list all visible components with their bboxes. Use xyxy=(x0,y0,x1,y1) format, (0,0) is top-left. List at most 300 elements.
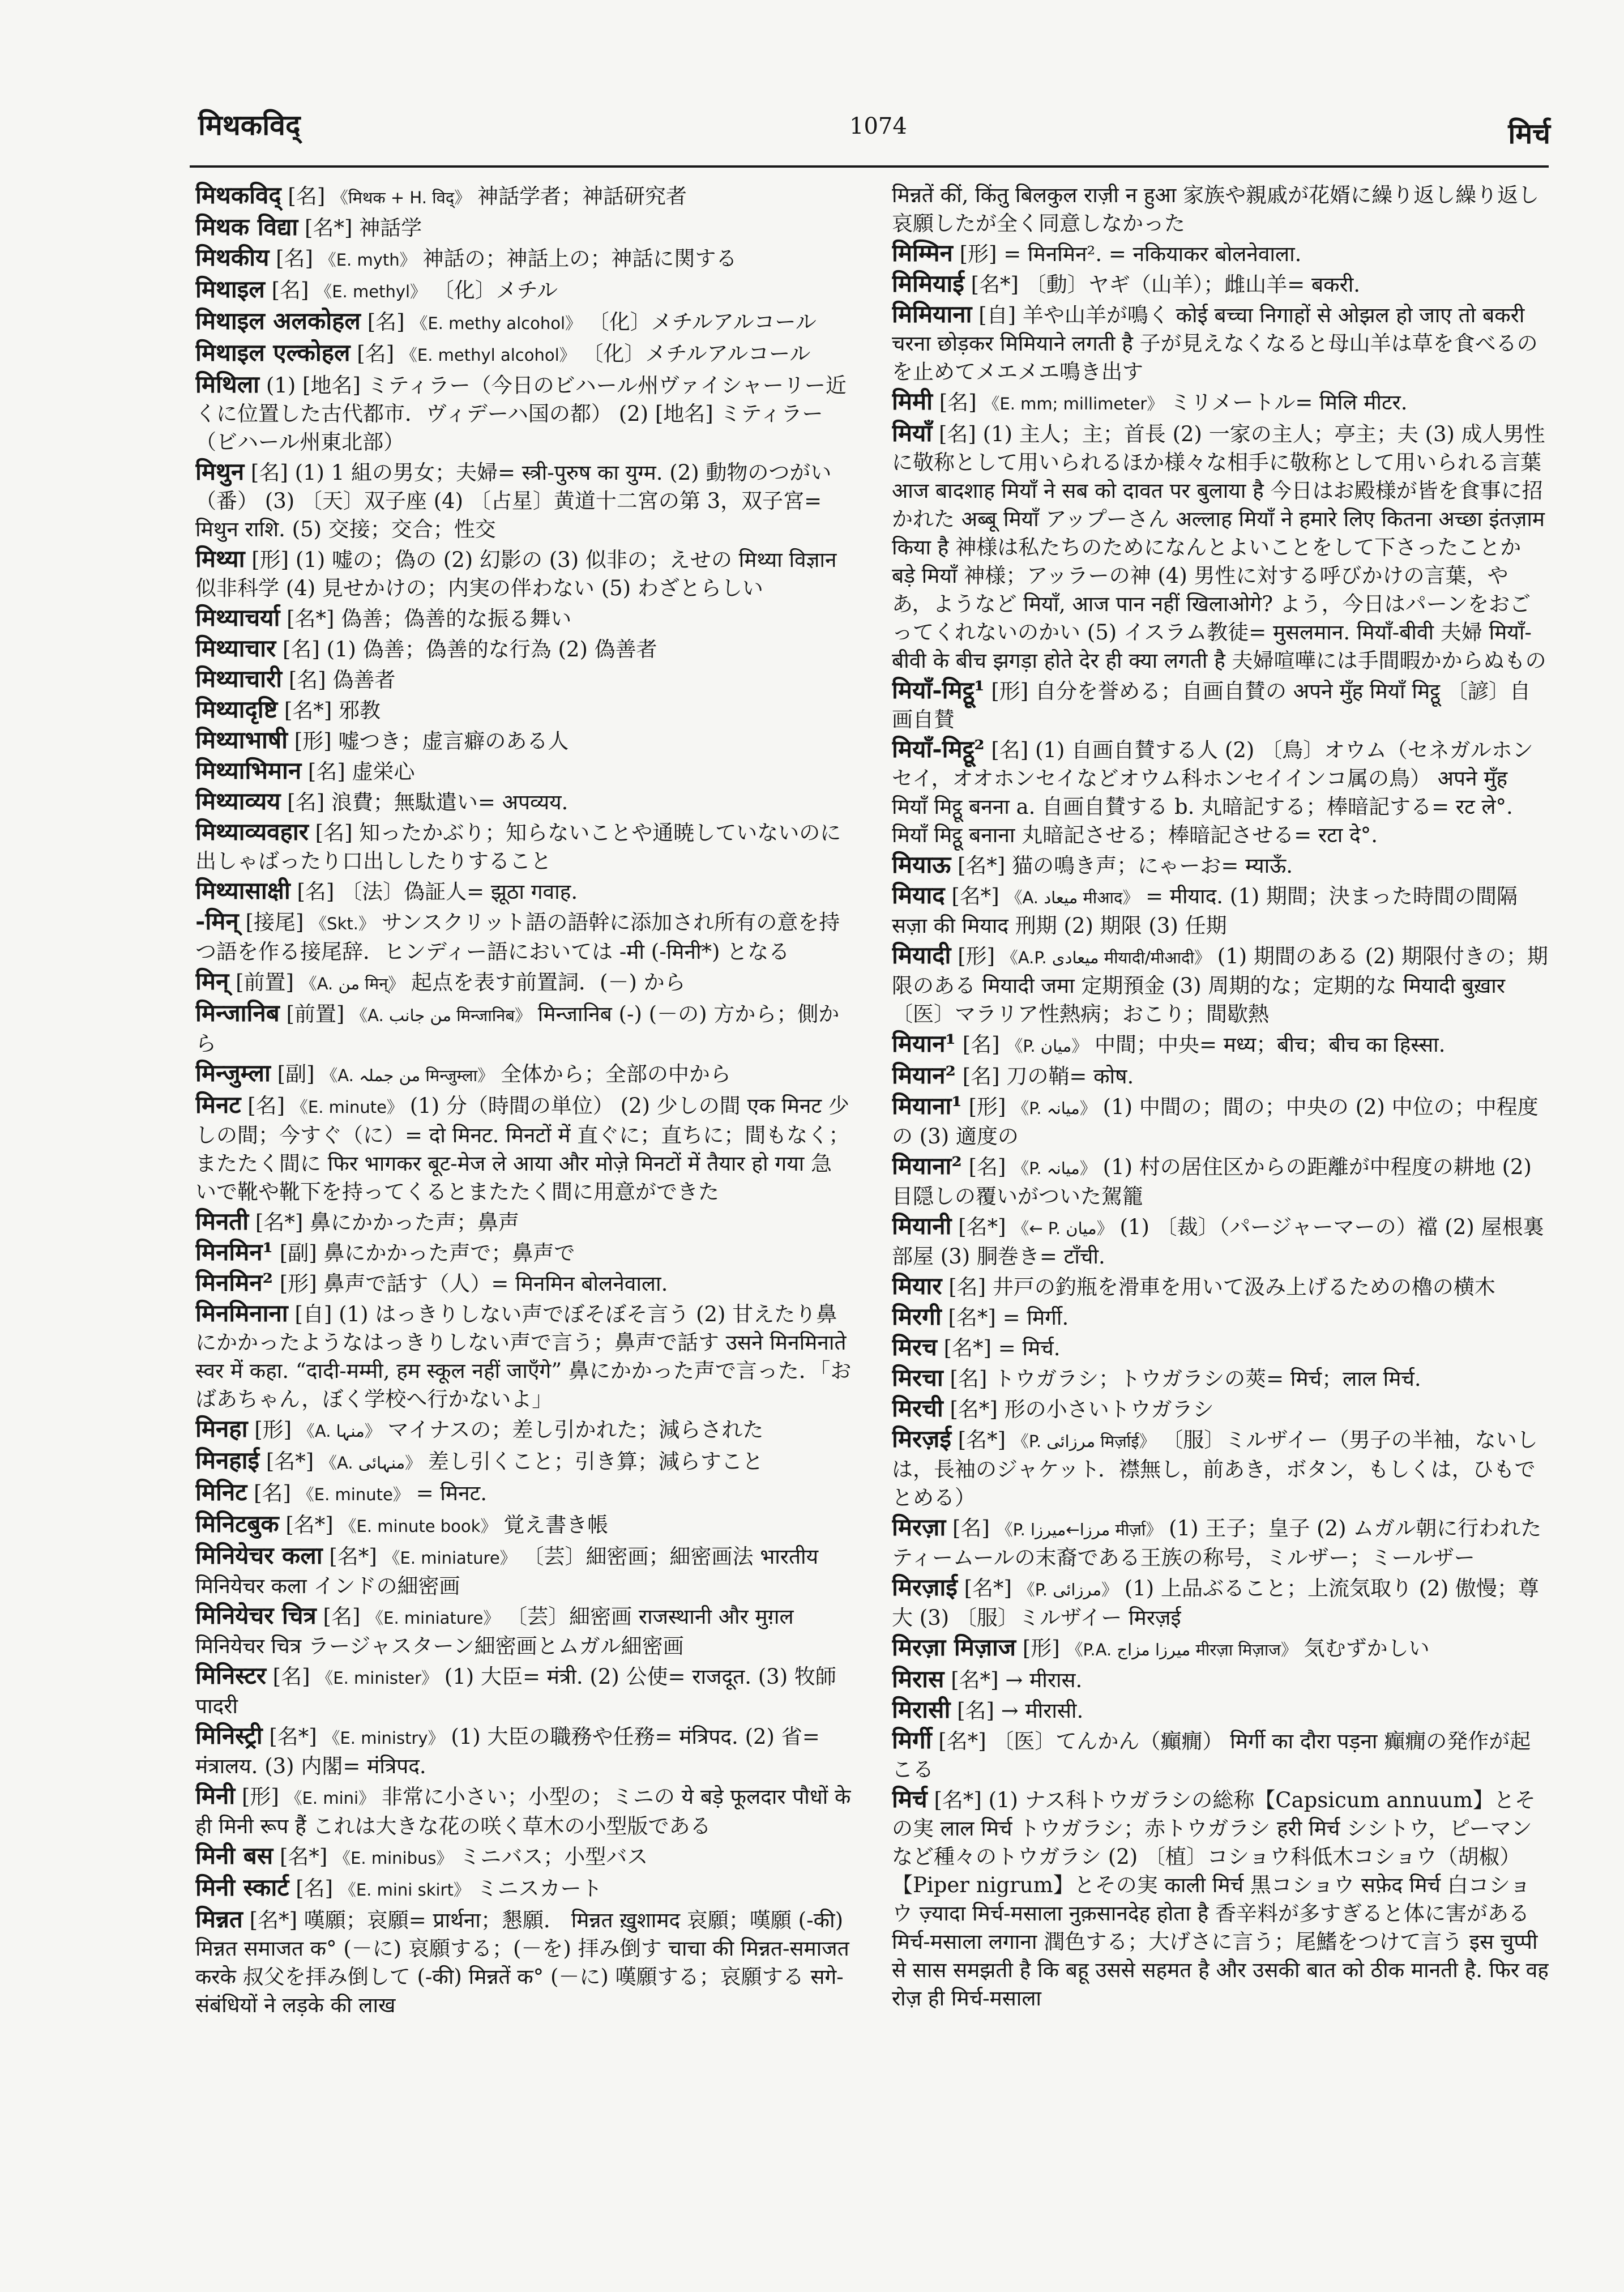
grammar-label: [名*] xyxy=(279,1845,328,1869)
definition: (1) 上品ぶること；上流気取り (2) 傲慢；尊大 (3) 〔服〕ミルザイー मिरज़ई xyxy=(892,1576,1539,1630)
definition: 〔芸〕細密画；細密画法 भारतीय मिनियेचर कला インドの細密画 xyxy=(195,1544,819,1598)
grammar-label: [自] xyxy=(294,1302,332,1326)
grammar-label: [名*] xyxy=(958,1215,1006,1239)
headword: मियाऊ xyxy=(892,851,951,878)
definition: 〔医〕てんかん（癲癇） मिर्गी का दौरा पड़ना 癲癇の発作が起こる xyxy=(892,1729,1531,1782)
grammar-label: [名] xyxy=(939,422,976,446)
grammar-label: [名] xyxy=(287,790,325,814)
dictionary-entry xyxy=(195,787,852,817)
etymology: 《P.A. میرزا مزاج मीरज़ा मिज़ाज》 xyxy=(1066,1640,1297,1659)
dictionary-entry xyxy=(892,1092,1549,1151)
grammar-label: [名] xyxy=(250,460,288,485)
grammar-label: [名] xyxy=(296,1876,334,1901)
etymology: 《A. میعاد मीआद》 xyxy=(1006,888,1139,907)
etymology: 《P. مرزائی मिर्ज़ाई》 xyxy=(1012,1432,1156,1451)
dictionary-entry xyxy=(892,239,1549,268)
left-running-headword: मिथकविद् xyxy=(198,108,301,142)
etymology: 《E. minute》 xyxy=(291,1098,403,1117)
definition: 〔化〕メチルアルコール xyxy=(582,342,811,366)
dictionary-entry xyxy=(195,757,852,786)
grammar-label: [形] xyxy=(241,1785,279,1809)
headword: मिथ्यादृष्टि xyxy=(195,695,278,723)
grammar-label: [名*] xyxy=(951,1668,999,1692)
grammar-label: [名] xyxy=(367,310,405,334)
grammar-label: [名] xyxy=(247,1094,285,1118)
dictionary-entry xyxy=(195,458,852,544)
dictionary-entry xyxy=(195,1842,852,1872)
etymology: 《A. منہائی》 xyxy=(320,1453,422,1472)
grammar-label: [名] xyxy=(968,1155,1006,1179)
etymology: 《E. methyl》 xyxy=(315,282,427,301)
headword: मिथाइल एल्कोहल xyxy=(195,339,351,366)
etymology: 《P. مرزائی》 xyxy=(1018,1580,1118,1599)
headword: मिथ्या xyxy=(195,545,245,573)
definition: (1) ナス科トウガラシの総称【Capsicum annuum】とその実 लाल मिर्च トウガラシ；赤トウガラシ हरी मिर्च シシトウ，ピーマンなど種々のトウガラシ (2) 〔植〕コショウ科低木コショウ（胡椒）【Piper nigrum】とその実 काली मिर्च 黒コショウ सफ़ेद मिर्च 白コショウ ज़्यादा मिर्च-मसाला नुक़सानदेह होता है 香辛料が多すぎると体に害がある मिर्च-मसाला लगाना 潤色する；大げさに言う；尾鰭をつけて言う इस चुप्पी से सास समझती है कि बहू उससे सहमत है और उसकी बात को ठीक मानती है. फिर वह रोज़ ही मिर्च-मसाला xyxy=(892,1788,1549,2011)
definition: (1) 主人；主；首長 (2) 一家の主人；亭主；夫 (3) 成人男性に敬称として用いられるほか様々な相手に敬称として用いられる言葉 आज बादशाह मियाँ ने सब को दावत पर बुलाया है 今日はお殿様が皆を食事に招かれた अब्बू मियाँ アップーさん अल्लाह मियाँ ने हमारे लिए कितना अच्छा इंतज़ाम किया है 神様は私たちのためになんとよいことをして下さったことか बड़े मियाँ 神様；アッラーの神 (4) 男性に対する呼びかけの言葉，やあ，ようなど मियाँ, आज पान नहीं खिलाओगे? よう，今日はパーンをおごってくれないのかい (5) イスラム教徒= मुसलमान. मियाँ-बीवी 夫婦 मियाँ-बीवी के बीच झगड़ा होते देर ही क्या लगती है 夫婦喧嘩には手間暇かからぬもの xyxy=(892,422,1546,673)
definition: 鼻にかかった声；鼻声 xyxy=(310,1210,520,1235)
headword: मिथ्याचारी xyxy=(195,665,283,693)
dictionary-entry xyxy=(892,1152,1549,1211)
grammar-label: [名] xyxy=(950,1367,988,1391)
definition: 全体から；全部の中から xyxy=(500,1062,731,1086)
headword: मिथिला xyxy=(195,370,260,398)
dictionary-entry xyxy=(195,1542,852,1600)
grammar-label: [名*] xyxy=(951,884,999,908)
dictionary-entry xyxy=(195,1238,852,1267)
definition: 自分を誉める；自画自賛の अपने मुँह मियाँ मिट्ठू 〔諺〕自画自賛 xyxy=(892,679,1531,732)
headword: मिनहा xyxy=(195,1415,248,1442)
dictionary-entry xyxy=(892,735,1549,850)
definition: トウガラシ；トウガラシの莢= मिर्च；लाल मिर्च. xyxy=(994,1367,1421,1391)
headword: मिरज़ा मिज़ाज xyxy=(892,1633,1016,1661)
headword: मिनमिन² xyxy=(195,1269,273,1296)
grammar-label: [名*] xyxy=(971,272,1019,297)
definition: (1) [地名] ミティラー（今日のビハール州ヴァイシャーリー近くに位置した古代都市．ヴィデーハ国の都） (2) [地名] ミティラー（ビハール州東北部） xyxy=(195,373,847,454)
grammar-label: [名*] xyxy=(943,1336,992,1360)
etymology: 《A.P. میعادی मीयादी/मीआदी》 xyxy=(1001,948,1211,967)
dictionary-entry xyxy=(195,1269,852,1298)
headword: मिथ्यासाक्षी xyxy=(195,877,290,904)
dictionary-entry xyxy=(195,1446,852,1477)
headword: मिरगी xyxy=(892,1303,942,1330)
headword: मिथ्याभाषी xyxy=(195,726,288,754)
definition: 羊や山羊が鳴く कोई बच्चा निगाहों से ओझल हो जाए तो बकरी चरना छोड़कर मिमियाने लगती है 子が見えなくなると母山羊は草を食べるのを止めてメエメエ鳴き出す xyxy=(892,303,1538,384)
dictionary-entry xyxy=(892,941,1549,1028)
definition: 〔化〕メチル xyxy=(433,278,558,302)
grammar-label: [名] xyxy=(297,880,335,904)
dictionary-entry xyxy=(195,181,852,212)
grammar-label: [名*] xyxy=(957,853,1006,878)
dictionary-entry xyxy=(892,1364,1549,1393)
definition: サンスクリット語の語幹に添加され所有の意を持つ語を作る接尾辞．ヒンディー語においては -मी (-मिनी*) となる xyxy=(195,910,840,964)
dictionary-entry xyxy=(195,307,852,338)
definition: = मीयाद. (1) 期間；決まった時間の間隔 सज़ा की मियाद 刑期 (2) 期限 (3) 任期 xyxy=(892,884,1518,938)
grammar-label: [名*] xyxy=(284,698,332,723)
grammar-label: [形] xyxy=(279,1271,317,1296)
grammar-label: [名*] xyxy=(285,1513,334,1537)
definition: 〔芸〕細密画 राजस्थानी और मुग़ल मिनियेचर चित्र ラージャスターン細密画とムガル細密画 xyxy=(195,1604,794,1658)
dictionary-entry xyxy=(892,387,1549,418)
headword: मिर्गी xyxy=(892,1726,932,1754)
headword: मियाँ-मिट्ठू² xyxy=(892,735,985,763)
etymology: 《← P. میان》 xyxy=(1012,1219,1113,1238)
headword: -मिन् xyxy=(195,907,239,935)
grammar-label: [接尾] xyxy=(245,910,304,934)
grammar-label: [形] xyxy=(294,729,332,753)
etymology: 《E. minute》 xyxy=(297,1485,409,1504)
definition: → मीरास. xyxy=(1005,1668,1083,1692)
headword: मिनट xyxy=(195,1091,241,1119)
headword: मिनती xyxy=(195,1207,249,1235)
headword: मिनी xyxy=(195,1782,236,1809)
headword: मिनिस्टर xyxy=(195,1662,266,1689)
definition: 起点を表す前置詞．(－) から xyxy=(411,970,686,995)
headword: मिथाइल अलकोहल xyxy=(195,307,361,335)
grammar-label: [副] xyxy=(277,1062,315,1086)
headword: मिनिटबुक xyxy=(195,1510,279,1538)
grammar-label: [名] xyxy=(962,1064,1000,1089)
dictionary-entry xyxy=(195,604,852,633)
grammar-label: [名*] xyxy=(938,1729,986,1753)
definition: → मीरासी. xyxy=(1001,1698,1084,1723)
grammar-label: [形] xyxy=(1022,1636,1060,1661)
headword: मिरासी xyxy=(892,1696,951,1723)
headword: मिनमिनाना xyxy=(195,1299,288,1327)
headword: मिथ्याभिमान xyxy=(195,757,302,784)
headword: मिनहाई xyxy=(195,1446,260,1474)
dictionary-entry xyxy=(892,1303,1549,1332)
headword: मिरज़ाई xyxy=(892,1573,958,1601)
dictionary-entry xyxy=(195,1207,852,1237)
definition: 差し引くこと；引き算；減らすこと xyxy=(428,1449,763,1474)
headword: मियार xyxy=(892,1272,942,1300)
definition: 神話学者；神話研究者 xyxy=(477,184,687,208)
headword: मियाना² xyxy=(892,1152,962,1180)
dictionary-entry xyxy=(892,851,1549,880)
etymology: 《E. methyl alcohol》 xyxy=(400,345,576,365)
dictionary-entry xyxy=(195,1905,852,2020)
headword: मिरची xyxy=(892,1394,943,1422)
definition: 神話の；神話上の；神話に関する xyxy=(422,246,737,271)
definition: 偽善者 xyxy=(332,668,396,692)
definition: (1) 大臣= मंत्री. (2) 公使= राजदूत. (3) 牧師 पादरी xyxy=(195,1664,836,1718)
definition: मिन्नतें कीं, किंतु बिलकुल राज़ी न हुआ 家族や親戚が花婿に繰り返し繰り返し哀願したが全く同意しなかった xyxy=(892,183,1540,236)
headword: मिथुन xyxy=(195,458,245,485)
definition: ミリメートル= मिलि मीटर. xyxy=(1170,390,1408,415)
dictionary-entry xyxy=(195,967,852,998)
etymology: 《E. mm; millimeter》 xyxy=(983,394,1164,413)
etymology: 《P. میانہ》 xyxy=(1012,1159,1096,1178)
etymology: 《E. mini》 xyxy=(285,1789,375,1808)
dictionary-entry xyxy=(195,244,852,274)
definition: (1) 分（時間の単位） (2) 少しの間 एक मिनट 少しの間；今すぐ（に）= दो मिनट. मिनटों में 直ぐに；直ちに；間もなく；またたく間に फिर भागकर बूट-मेज ले आया और मोज़े मिनटों में तैयार हो गया 急いで靴や靴下を持ってくるとまたたく間に用意ができた xyxy=(195,1094,850,1204)
grammar-label: [名*] xyxy=(964,1576,1012,1600)
headword: मिमियाना xyxy=(892,300,972,328)
grammar-label: [形] xyxy=(254,1418,292,1442)
grammar-label: [名*] xyxy=(266,1449,314,1474)
definition: = मिनट. xyxy=(416,1481,487,1505)
dictionary-entry xyxy=(892,1665,1549,1695)
dictionary-entry xyxy=(892,1633,1549,1664)
grammar-label: [名] xyxy=(962,1032,1000,1057)
grammar-label: [名] xyxy=(357,342,395,366)
definition: 鼻声で話す（人）= मिनमिन बोलनेवाला. xyxy=(323,1271,668,1296)
grammar-label: [名*] xyxy=(950,1397,998,1422)
definition: (1) 偽善；偽善的な行為 (2) 偽善者 xyxy=(326,637,657,661)
definition: 形の小さいトウガラシ xyxy=(1004,1397,1214,1422)
etymology: 《E. minister》 xyxy=(317,1668,438,1688)
definition: (1) 村の居住区からの距離が中程度の耕地 (2) 目隠しの覆いがついた駕籠 xyxy=(892,1155,1532,1209)
headword: मियाँ xyxy=(892,419,933,447)
headword: मिथकविद् xyxy=(195,181,281,209)
definition: 非常に小さい；小型の；ミニの ये बड़े फूलदार पौधों के ही मिनी रूप हैं これは大きな花の咲く草木の小型版である xyxy=(195,1785,851,1838)
headword: मिरच xyxy=(892,1333,937,1361)
dictionary-entry xyxy=(892,1333,1549,1363)
definition: (1) はっきりしない声でぼそぼそ言う (2) 甘えたり鼻にかかったようなはっきりしない声で言う；鼻声で話す उसने मिनमिनाते स्वर में कहा. “दादी-मम्मी, हम स्कूल नहीं जाएँगे” 鼻にかかった声で言った．「おばあちゃん，ぼく学校へ行かないよ」 xyxy=(195,1302,852,1411)
dictionary-entry xyxy=(195,726,852,756)
dictionary-entry xyxy=(195,1873,852,1904)
definition: (1) 大臣の職務や任務= मंत्रिपद. (2) 省= मंत्रालय. (3) 内閣= मंत्रिपद. xyxy=(195,1725,820,1778)
definition: 刀の鞘= कोष. xyxy=(1006,1064,1134,1089)
dictionary-entry xyxy=(195,370,852,456)
headword: मिथक विद्या xyxy=(195,213,298,241)
definition: 猫の鳴き声；にゃーお= म्याऊँ. xyxy=(1012,853,1293,878)
definition: 気むずかしい xyxy=(1304,1636,1430,1661)
header-rule xyxy=(190,165,1549,168)
grammar-label: [名*] xyxy=(934,1788,982,1812)
right-running-headword: मिर्च xyxy=(1508,117,1550,150)
grammar-label: [形] xyxy=(958,944,995,968)
etymology: 《E. mini skirt》 xyxy=(339,1880,470,1900)
etymology: 《E. ministry》 xyxy=(323,1728,445,1748)
headword: मिन्नत xyxy=(195,1905,243,1933)
dictionary-entry xyxy=(892,1785,1549,2013)
headword: मिनमिन¹ xyxy=(195,1238,273,1266)
grammar-label: [名] xyxy=(272,1664,310,1689)
headword: मिनियेचर कला xyxy=(195,1542,323,1569)
headword: मियाना¹ xyxy=(892,1092,962,1120)
headword: मिथ्याव्यय xyxy=(195,787,281,815)
headword: मियादी xyxy=(892,941,951,969)
grammar-label: [名*] xyxy=(255,1210,304,1235)
headword: मिम्मिन xyxy=(892,239,953,267)
dictionary-entry xyxy=(892,181,1549,238)
definition: 偽善；偽善的な振る舞い xyxy=(341,607,572,631)
headword: मिन्जानिब xyxy=(195,999,280,1027)
grammar-label: [名*] xyxy=(287,607,335,631)
dictionary-entry xyxy=(892,1394,1549,1424)
headword: मियान² xyxy=(892,1061,956,1089)
definition: 神話学 xyxy=(359,216,422,240)
page-header xyxy=(0,0,1624,170)
dictionary-entry xyxy=(892,419,1549,675)
headword: मिरास xyxy=(892,1665,945,1693)
dictionary-entry xyxy=(892,1425,1549,1512)
dictionary-entry xyxy=(892,881,1549,940)
grammar-label: [名*] xyxy=(329,1544,377,1569)
definition: 浪費；無駄遣い= अपव्यय. xyxy=(331,790,569,814)
grammar-label: [名] xyxy=(323,1604,361,1629)
definition: 〔動〕ヤギ（山羊）；雌山羊= बकरी. xyxy=(1025,272,1361,297)
definition: 〔化〕メチルアルコール xyxy=(588,310,817,334)
dictionary-entry xyxy=(892,1513,1549,1572)
dictionary-entry xyxy=(195,634,852,664)
definition: 井戸の釣瓶を滑車を用いて汲み上げるための櫓の横木 xyxy=(992,1275,1495,1299)
dictionary-entry xyxy=(892,270,1549,299)
etymology: 《E. minibus》 xyxy=(334,1849,453,1868)
grammar-label: [名] xyxy=(307,759,345,784)
grammar-label: [自] xyxy=(978,303,1016,327)
grammar-label: [名] xyxy=(952,1516,990,1540)
grammar-label: [名] xyxy=(288,668,326,692)
definition: (1) 王子；皇子 (2) ムガル朝に行われたティームールの末裔である王族の称号，ミルザー；ミールザー xyxy=(892,1516,1542,1570)
headword: मिथ्याचर्या xyxy=(195,604,280,631)
headword: मियान¹ xyxy=(892,1030,956,1057)
grammar-label: [形] xyxy=(251,548,289,572)
etymology: 《A. منہا》 xyxy=(298,1422,381,1441)
etymology: 《P. میانہ》 xyxy=(1012,1099,1096,1118)
etymology: 《A. من جملہ मिन्जुम्ला》 xyxy=(321,1066,494,1085)
headword: मिनियेचर चित्र xyxy=(195,1602,317,1629)
headword: मिनिट xyxy=(195,1478,247,1506)
grammar-label: [名*] xyxy=(249,1908,298,1932)
dictionary-entry xyxy=(195,818,852,876)
headword: मिनिस्ट्री xyxy=(195,1722,263,1749)
grammar-label: [前置] xyxy=(286,1002,345,1026)
definition: (1) 嘘の；偽の (2) 幻影の (3) 似非の；えせの मिथ्या विज्ञान 似非科学 (4) 見せかけの；内実の伴わない (5) わざとらしい xyxy=(195,548,837,600)
definition: 虚栄心 xyxy=(352,759,415,784)
grammar-label: [名] xyxy=(282,637,320,661)
etymology: 《E. minute book》 xyxy=(340,1517,497,1536)
grammar-label: [名*] xyxy=(958,1428,1006,1452)
dictionary-entry xyxy=(892,300,1549,386)
dictionary-entry xyxy=(195,877,852,906)
etymology: 《मिथक + H. विद्》 xyxy=(332,188,471,207)
definition: (1) 中間の；間の；中央の (2) 中位の；中程度の (3) 適度の xyxy=(892,1095,1538,1149)
headword: मिमियाई xyxy=(892,270,964,297)
definition: 鼻にかかった声で；鼻声で xyxy=(323,1241,575,1265)
grammar-label: [名] xyxy=(948,1275,986,1299)
headword: मिरज़ा xyxy=(892,1513,946,1541)
dictionary-entry xyxy=(195,907,852,966)
etymology: 《E. methy alcohol》 xyxy=(411,314,582,333)
definition: (1) 〔裁〕（パージャーマーの）襠 (2) 屋根裏部屋 (3) 胴巻き= टाँची. xyxy=(892,1215,1544,1269)
headword: मिथकीय xyxy=(195,244,270,271)
dictionary-entry xyxy=(195,1722,852,1781)
dictionary-entry xyxy=(195,1415,852,1445)
left-column xyxy=(195,181,852,2254)
dictionary-entry xyxy=(195,1602,852,1661)
headword: मिथाइल xyxy=(195,275,265,303)
headword: मिमी xyxy=(892,387,933,415)
etymology: 《E. myth》 xyxy=(319,250,416,270)
definition: 嘆願；哀願= प्रार्थना；懇願． मिन्नत ख़ुशामद 哀願；嘆願 (-की) मिन्नत समाजत क° (－に) 哀願する；(－を) 拝み倒す चाचा की मिन्नत-समाजत करके 叔父を拝み倒して (-की) मिन्नतें क° (－に) 嘆願する；哀願する सगे-संबंधियों ने लड़के की लाख xyxy=(195,1908,849,2017)
definition: ミニスカート xyxy=(476,1876,602,1901)
dictionary-entry xyxy=(195,1662,852,1721)
dictionary-entry xyxy=(892,676,1549,734)
dictionary-entry xyxy=(195,1478,852,1509)
dictionary-entry xyxy=(195,213,852,242)
headword: मिथ्याचार xyxy=(195,634,276,662)
grammar-label: [名*] xyxy=(269,1725,317,1749)
dictionary-entry xyxy=(195,339,852,369)
etymology: 《P. میان》 xyxy=(1006,1036,1088,1056)
etymology: 《E. miniature》 xyxy=(367,1608,500,1628)
dictionary-entry xyxy=(195,1510,852,1540)
dictionary-entry xyxy=(195,1299,852,1414)
headword: मिन् xyxy=(195,967,229,995)
dictionary-entry xyxy=(892,1696,1549,1725)
right-column xyxy=(892,181,1549,2254)
definition: मिन्जानिब (-) (－の) 方から；側から xyxy=(195,1002,840,1056)
definition: (1) 期間のある (2) 期限付きの；期限のある मियादी जमा 定期預金 (3) 周期的な；定期的な मियादी बुख़ार 〔医〕マラリア性熱病；おこり；間歇熱 xyxy=(892,944,1548,1026)
headword: मिथ्याव्यवहार xyxy=(195,818,309,846)
grammar-label: [前置] xyxy=(236,970,294,995)
headword: मिन्जुम्ला xyxy=(195,1059,271,1087)
dictionary-entry xyxy=(892,1030,1549,1060)
dictionary-entry xyxy=(195,1059,852,1090)
grammar-label: [名] xyxy=(288,184,326,208)
dictionary-entry xyxy=(892,1061,1549,1091)
page-number: 1074 xyxy=(849,113,907,139)
etymology: 《E. miniature》 xyxy=(383,1548,516,1568)
headword: मिरचा xyxy=(892,1364,943,1392)
headword: मियाद xyxy=(892,881,945,909)
definition: (1) 自画自賛する人 (2) 〔鳥〕オウム（セネガルホンセイ，オオホンセイなどオウム科ホンセイインコ属の鳥） अपने मुँह मियाँ मिट्ठू बनना a. 自画自賛する b. 丸暗記する；棒暗記する= रट ले°. मियाँ मिट्ठू बनाना 丸暗記させる；棒暗記させる= रटा दे°. xyxy=(892,738,1533,847)
definition: = मिर्च. xyxy=(998,1336,1061,1360)
dictionary-entry xyxy=(892,1573,1549,1632)
definition: = मिर्गी. xyxy=(1002,1305,1069,1330)
grammar-label: [名] xyxy=(271,278,309,302)
grammar-label: [名] xyxy=(957,1698,994,1723)
definition: 邪教 xyxy=(339,698,381,723)
definition: マイナスの；差し引かれた；減らされた xyxy=(387,1418,764,1442)
etymology: 《A. من جانب मिन्जानिब》 xyxy=(351,1006,531,1025)
dictionary-entry xyxy=(195,1782,852,1841)
grammar-label: [形] xyxy=(968,1095,1006,1119)
definition: 〔法〕偽証人= झूठा गवाह. xyxy=(341,880,578,904)
definition: = मिनमिन². = नकियाकर बोलनेवाला. xyxy=(1003,242,1302,266)
etymology: 《Skt.》 xyxy=(310,914,375,933)
etymology: 《A. من मिन्》 xyxy=(300,974,405,993)
definition: (1) 1 組の男女；夫婦= स्त्री-पुरुष का युग्म. (2) 動物のつがい（番） (3) 〔天〕双子座 (4) 〔占星〕黄道十二宮の第 3，双子宮= मिथुन राशि. (5) 交接；交合；性交 xyxy=(195,460,832,541)
dictionary-entry xyxy=(195,275,852,306)
grammar-label: [名*] xyxy=(305,216,353,240)
dictionary-entry xyxy=(892,1212,1549,1271)
grammar-label: [名*] xyxy=(948,1305,996,1330)
headword: मिरज़ई xyxy=(892,1425,951,1453)
definition: 覚え書き帳 xyxy=(503,1513,609,1537)
headword: मियानी xyxy=(892,1212,952,1240)
grammar-label: [名] xyxy=(315,821,353,845)
headword: मिर्च xyxy=(892,1785,928,1813)
grammar-label: [名] xyxy=(991,738,1029,762)
grammar-label: [名] xyxy=(276,246,313,271)
headword: मिनी स्कार्ट xyxy=(195,1873,289,1901)
dictionary-entry xyxy=(195,665,852,694)
grammar-label: [名] xyxy=(939,390,977,415)
grammar-label: [形] xyxy=(959,242,997,266)
grammar-label: [形] xyxy=(991,679,1029,703)
dictionary-entry xyxy=(892,1272,1549,1301)
etymology: 《P. مرزا←میرزا मीर्ज़ा》 xyxy=(996,1520,1163,1539)
definition: 中間；中央= मध्य；बीच；बीच का हिस्सा. xyxy=(1094,1032,1446,1057)
grammar-label: [名] xyxy=(254,1481,291,1505)
grammar-label: [副] xyxy=(279,1241,317,1265)
dictionary-entry xyxy=(195,545,852,603)
dictionary-entry xyxy=(195,695,852,725)
dictionary-entry xyxy=(892,1726,1549,1784)
